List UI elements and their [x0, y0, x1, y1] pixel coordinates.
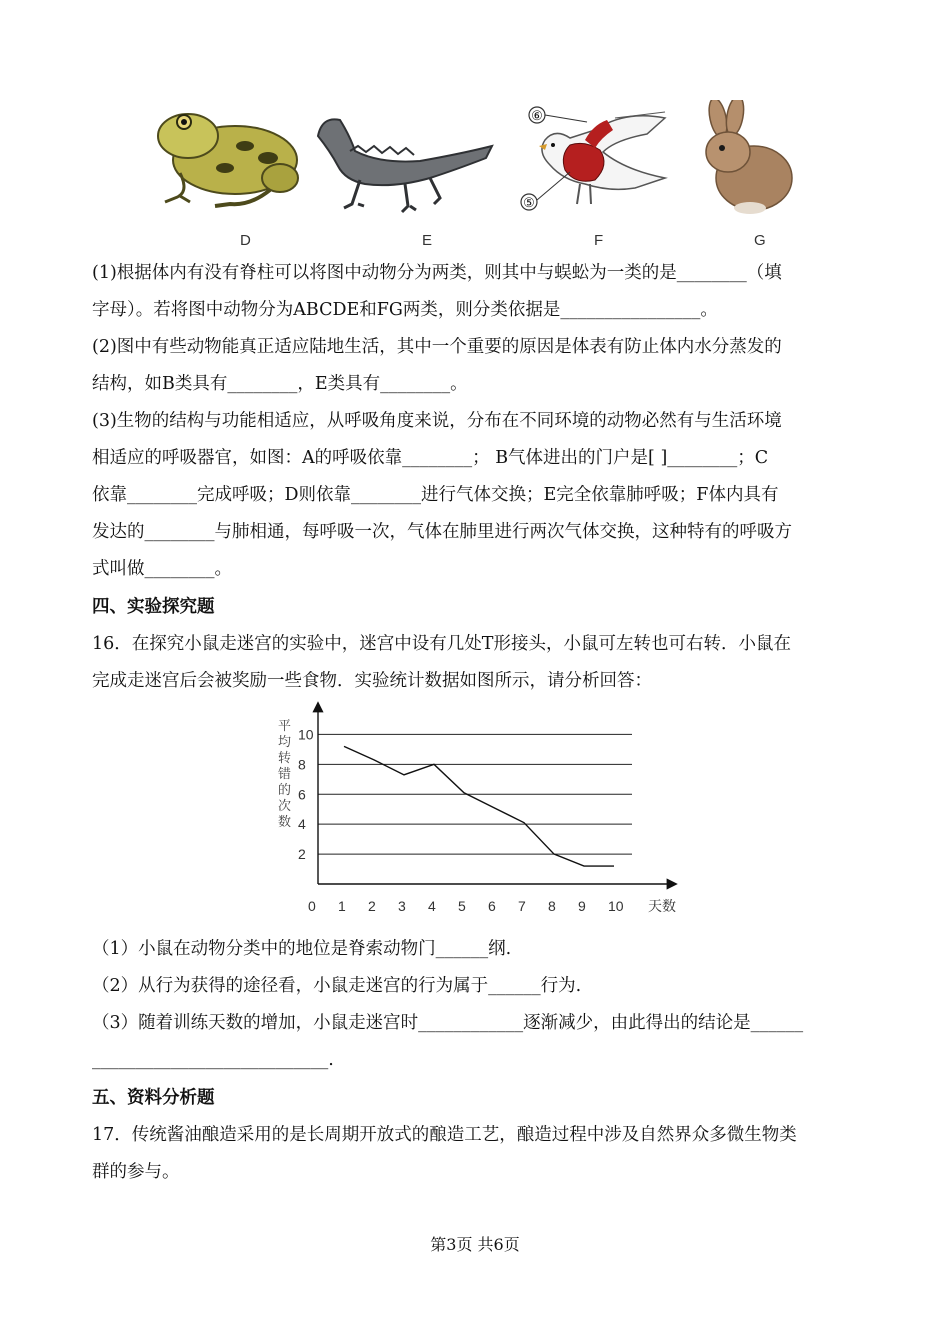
y-axis-label-char: 转 [278, 750, 292, 765]
marker-6: ⑥ [531, 109, 543, 124]
q16-line1: 16．在探究小鼠走迷宫的实验中，迷宫中设有几处T形接头，小鼠可左转也可右转．小鼠在 [92, 634, 791, 654]
q15-part3-line1: (3)生物的结构与功能相适应，从呼吸角度来说，分布在不同环境的动物必然有与生活环境 [92, 411, 782, 431]
x-tick-label: 1 [338, 898, 346, 914]
x-tick-label: 2 [368, 898, 376, 914]
y-axis-label-char: 平 [278, 718, 292, 733]
q16-line2: 完成走迷宫后会被奖励一些食物．实验统计数据如图所示，请分析回答： [92, 671, 652, 691]
q15-part2-line1: (2)图中有些动物能真正适应陆地生活，其中一个重要的原因是体表有防止体内水分蒸发的 [92, 337, 782, 357]
x-tick-label: 0 [308, 898, 316, 914]
label-g: G [754, 232, 766, 249]
q16-subquestions [92, 931, 862, 1079]
label-d: D [240, 232, 251, 249]
y-axis-label-char: 均 [278, 734, 292, 749]
crocodile-illustration [310, 106, 495, 216]
x-tick-label: 3 [398, 898, 406, 914]
y-tick-label: 6 [298, 786, 306, 803]
y-tick-label: 10 [298, 726, 314, 743]
x-tick-label: 7 [518, 898, 526, 914]
y-axis-label-char: 错 [278, 766, 292, 781]
section-5 [92, 1080, 862, 1191]
label-e: E [422, 232, 433, 249]
q15-part3-line4: 发达的________与肺相通，每呼吸一次，气体在肺里进行两次气体交换，这种特有的呼吸方 [92, 522, 792, 542]
q15-part1-line1: (1)根据体内有没有脊柱可以将图中动物分为两类，则其中与蜈蚣为一类的是________（填 [92, 263, 782, 283]
x-tick-label: 6 [488, 898, 496, 914]
x-axis-label: 天数 [648, 898, 676, 914]
marker-5: ⑤ [523, 196, 535, 211]
rabbit-illustration [690, 100, 800, 218]
section-4-heading: 四、实验探究题 [92, 597, 215, 617]
y-axis-label-char: 数 [278, 814, 292, 829]
q16-sub3-line1: （3）随着训练天数的增加，小鼠走迷宫时____________逐渐减少，由此得出的结论是______ [92, 1013, 804, 1033]
q15-part3-line2: 相适应的呼吸器官，如图：A的呼吸依靠________； B气体进出的门户是[ ]________；C [92, 448, 769, 468]
q16-sub2: （2）从行为获得的途径看，小鼠走迷宫的行为属于______行为. [92, 976, 582, 996]
y-tick-label: 2 [298, 846, 306, 863]
q15-part1-line2: 字母）。若将图中动物分为ABCDE和FG两类，则分类依据是________________。 [92, 300, 718, 320]
animal-figures [140, 98, 820, 248]
y-axis-label-char: 的 [278, 782, 292, 797]
x-tick-label: 9 [578, 898, 586, 914]
q15-part2-line2: 结构，如B类具有________，E类具有________。 [92, 374, 468, 394]
y-tick-label: 8 [298, 756, 306, 773]
section-5-heading: 五、资料分析题 [92, 1088, 215, 1108]
page-footer: 第3页 共6页 [430, 1235, 520, 1254]
x-tick-label: 10 [608, 898, 624, 914]
frog-illustration [150, 98, 305, 213]
q17-line2: 群的参与。 [92, 1162, 180, 1182]
q16-sub3-line2: ___________________________. [92, 1050, 334, 1070]
x-tick-label: 8 [548, 898, 556, 914]
q16-sub1: （1）小鼠在动物分类中的地位是脊索动物门______纲. [92, 939, 512, 959]
bird-respiratory-diagram [515, 100, 675, 225]
question-15-parts [92, 255, 862, 588]
label-f: F [594, 232, 604, 249]
q15-part3-line3: 依靠________完成呼吸；D则依靠________进行气体交换；E完全依靠肺呼吸；F体内具有 [92, 485, 779, 505]
q17-line1: 17．传统酱油酿造采用的是长周期开放式的酿造工艺，酿造过程中涉及自然界众多微生物类 [92, 1125, 797, 1145]
maze-error-chart [270, 700, 690, 920]
y-axis-label-char: 次 [278, 798, 292, 813]
q15-part3-line5: 式叫做________。 [92, 559, 232, 579]
x-tick-label: 5 [458, 898, 466, 914]
section-4 [92, 589, 862, 700]
y-tick-label: 4 [298, 816, 306, 833]
x-tick-label: 4 [428, 898, 436, 914]
chart-svg [270, 700, 690, 920]
